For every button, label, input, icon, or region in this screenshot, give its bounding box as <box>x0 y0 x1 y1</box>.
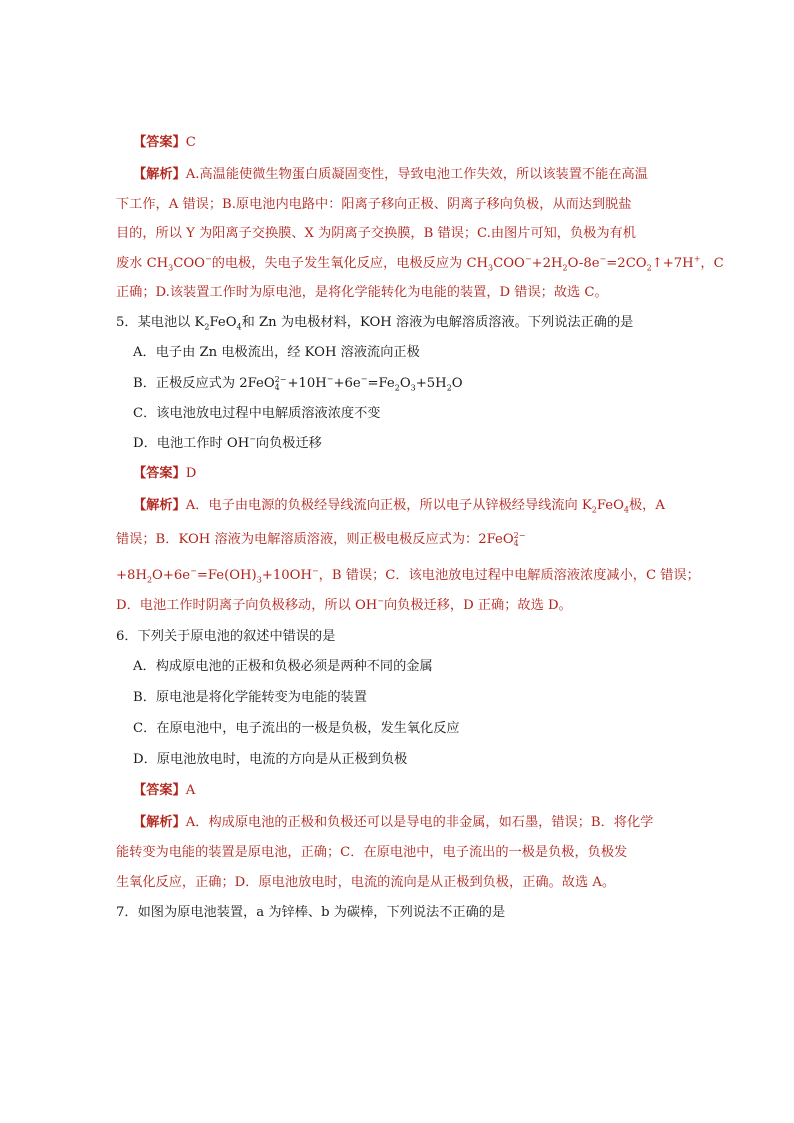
text: 向负极迁移，D 正确；故选 D。 <box>383 598 572 613</box>
text: ↑+7H <box>651 256 694 271</box>
sub: 4 <box>513 538 519 548</box>
sup: − <box>360 374 368 384</box>
sub: 3 <box>168 263 174 273</box>
sub: 3 <box>256 575 262 585</box>
text: O-8e <box>567 256 600 271</box>
sup: 2− <box>513 530 526 540</box>
sub: 4 <box>236 322 242 332</box>
text: B．正极反应式为 2Fe <box>133 376 264 391</box>
text: =Fe(OH) <box>196 568 257 583</box>
q5-option-c: C．该电池放电过程中电解质溶液浓度不变 <box>133 406 381 421</box>
q6-analysis-line-2: 能转变为电能的装置是原电池，正确；C．在原电池中，电子流出的一极是负极，负极发 <box>116 845 628 860</box>
text: O <box>399 376 411 391</box>
text: +2H <box>531 256 563 271</box>
sup: + <box>693 254 701 264</box>
q5-analysis-line-4 <box>116 596 572 616</box>
text: +5H <box>415 376 447 391</box>
text: 错误；B．KOH 溶液为电解溶质溶液，则正极电极反应式为：2Fe <box>116 532 503 547</box>
text: FeO <box>209 315 237 330</box>
sub: 2 <box>394 383 400 393</box>
text: =Fe <box>367 376 395 391</box>
text: 和 Zn 为电极材料，KOH 溶液为电解溶质溶液。下列说法正确的是 <box>241 315 634 330</box>
prev-analysis-line-1 <box>133 165 648 185</box>
q5-analysis-line-3 <box>116 566 700 586</box>
text: FeO <box>596 498 624 513</box>
text: 极，A <box>629 498 665 513</box>
text: +8H <box>116 568 147 583</box>
text: D．电池工作时 OH <box>133 436 250 451</box>
answer-value: A <box>185 783 196 798</box>
prev-analysis-line-2: 下工作，A 错误；B.原电池内电路中：阳离子移向正极、阴离子移向负极，从而达到脱盐 <box>116 197 632 212</box>
answer-tag: 【答案】 <box>133 135 186 150</box>
q6-analysis-line-1 <box>133 813 653 833</box>
analysis-tag: 【解析】 <box>133 167 186 182</box>
text: 废水 CH <box>116 256 169 271</box>
text: ，C <box>700 256 724 271</box>
text: A．构成原电池的正极和负极还可以是导电的非金属，如石墨，错误；B．将化学 <box>185 815 654 830</box>
sub: 2 <box>146 575 153 585</box>
analysis-text: A.高温能使微生物蛋白质凝固变性，导致电池工作失效，所以该装置不能在高温 <box>185 167 648 182</box>
sub: 2 <box>562 263 568 273</box>
sub: 2 <box>591 505 597 515</box>
q6-option-d: D．原电池放电时，电流的方向是从正极到负极 <box>133 752 408 767</box>
sub: 4 <box>274 382 280 392</box>
sup: 2− <box>274 374 287 384</box>
sup: − <box>204 254 212 264</box>
answer-tag: 【答案】 <box>133 466 186 481</box>
sub: 4 <box>623 505 629 515</box>
prev-analysis-line-5: 正确；D.该装置工作时为原电池，是将化学能转化为电能的装置，D 错误；故选 C。 <box>116 285 608 300</box>
text: +6e <box>333 376 361 391</box>
text: D．电池工作时阴离子向负极移动，所以 OH <box>116 598 378 613</box>
text: 向负极迁移 <box>255 436 322 451</box>
q5-analysis-line-2 <box>116 530 526 550</box>
answer-value: D <box>185 466 197 481</box>
ion-charge <box>514 532 526 548</box>
q6-analysis-line-3: 生氧化反应，正确；D．原电池放电时，电流的流向是从正极到负极，正确。故选 A。 <box>116 875 616 890</box>
text: O+6e <box>152 568 191 583</box>
prev-answer-line <box>133 133 196 153</box>
text: =2CO <box>606 256 647 271</box>
text: COO <box>493 256 525 271</box>
sup: − <box>326 374 334 384</box>
q5-option-b <box>133 374 463 394</box>
ion-charge <box>275 376 287 392</box>
q6-stem: 6．下列关于原电池的叙述中错误的是 <box>116 629 336 644</box>
sup: − <box>249 434 256 444</box>
sub: 2 <box>646 263 652 273</box>
text: O <box>502 532 514 547</box>
q5-option-d <box>133 434 322 454</box>
q6-option-a: A．构成原电池的正极和负极必须是两种不同的金属 <box>133 659 433 674</box>
text: O <box>263 376 275 391</box>
text: A．电子由电源的负极经导线流向正极，所以电子从锌极经导线流向 K <box>185 498 592 513</box>
text: +10OH <box>261 568 312 583</box>
q6-answer-line <box>133 781 195 801</box>
prev-analysis-line-3: 目的，所以 Y 为阳离子交换膜、X 为阴离子交换膜，B 错误；C.由图片可知，负极为有机 <box>116 226 636 241</box>
sub: 3 <box>410 383 416 393</box>
analysis-tag: 【解析】 <box>133 815 186 830</box>
sub: 3 <box>488 263 494 273</box>
prev-analysis-line-4 <box>116 254 724 274</box>
sup: − <box>190 566 197 576</box>
q6-option-c: C．在原电池中，电子流出的一极是负极，发生氧化反应 <box>133 721 460 736</box>
answer-value: C <box>185 135 196 150</box>
q5-analysis-line-1 <box>133 496 665 516</box>
text: 的电极，失电子发生氧化反应，电极反应为 CH <box>211 256 489 271</box>
analysis-tag: 【解析】 <box>133 498 186 513</box>
q6-option-b: B．原电池是将化学能转变为电能的装置 <box>133 690 367 705</box>
text: +10H <box>287 376 327 391</box>
q5-answer-line <box>133 464 196 484</box>
q5-option-a: A．电子由 Zn 电极流出，经 KOH 溶液流向正极 <box>133 345 420 360</box>
answer-tag: 【答案】 <box>133 783 186 798</box>
text: ，B 错误；C．该电池放电过程中电解质溶液浓度减小，C 错误； <box>318 568 700 583</box>
sup: − <box>377 596 384 606</box>
q7-stem: 7．如图为原电池装置，a 为锌棒、b 为碳棒，下列说法不正确的是 <box>116 905 506 920</box>
text: 5．某电池以 K <box>116 315 205 330</box>
q5-stem <box>116 313 633 333</box>
sup: − <box>524 254 532 264</box>
sup: − <box>311 566 319 576</box>
sub: 2 <box>204 322 210 332</box>
text: O <box>451 376 463 391</box>
sub: 2 <box>446 383 452 393</box>
sup: − <box>599 254 607 264</box>
text: COO <box>173 256 205 271</box>
